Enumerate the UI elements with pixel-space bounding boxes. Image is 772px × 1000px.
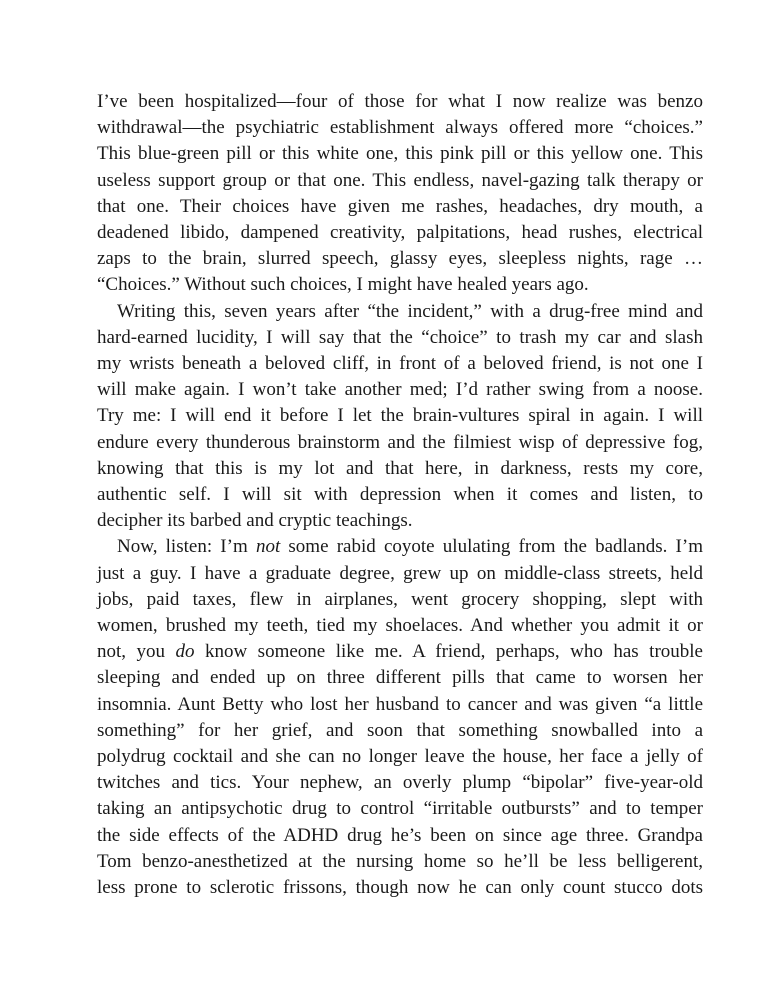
text-line: will make again. I won’t take another med; I’d rather swing from a noose. [97,379,703,401]
text-line: women, brushed my teeth, tied my shoelaces. And whether you admit it or [97,615,703,637]
text-line: I’ve been hospitalized—four of those for what I now realize was benzo [97,91,703,112]
text-line: deadened libido, dampened creativity, palpitations, head rushes, electrical [97,222,703,244]
text-line: polydrug cocktail and she can no longer leave the house, her face a jelly of [97,746,703,768]
text-segment: know someone like me. A friend, perhaps, who has trouble [194,641,703,663]
text-line: just a guy. I have a graduate degree, grew up on middle-class streets, held [97,562,703,584]
paragraph-2 [97,299,703,535]
text-line: that one. Their choices have given me rashes, headaches, dry mouth, a [97,195,703,217]
text-line: “Choices.” Without such choices, I might have healed years ago. [97,274,589,296]
text-line: zaps to the brain, slurred speech, glassy eyes, sleepless nights, rage … [97,248,703,270]
text-segment: some rabid coyote ululating from the badlands. I’m [280,536,703,558]
text-line: authentic self. I will sit with depression when it comes and listen, to [97,484,703,506]
text-line: taking an antipsychotic drug to control “irritable outbursts” and to temper [97,798,703,820]
text-line: less prone to sclerotic frissons, though now he can only count stucco dots [97,877,703,899]
text-line: jobs, paid taxes, flew in airplanes, went grocery shopping, slept with [97,588,703,610]
text-line: useless support group or that one. This endless, navel-gazing talk therapy or [97,169,703,191]
text-line: endure every thunderous brainstorm and the filmiest wisp of depressive fog, [97,431,703,453]
text-line [97,534,703,560]
text-line: my wrists beneath a beloved cliff, in front of a beloved friend, is not one I [97,353,703,375]
text-line: something” for her grief, and soon that something snowballed into a [97,719,703,741]
text-line: twitches and tics. Your nephew, an overly plump “bipolar” five-year-old [97,772,703,794]
text-segment: not, you [97,641,176,663]
text-line: the side effects of the ADHD drug he’s been on since age three. Grandpa [97,824,703,846]
text-line: Try me: I will end it before I let the brain-vultures spiral in again. I will [97,405,703,427]
text-line: Writing this, seven years after “the incident,” with a drug-free mind and [117,300,703,322]
text-line: This blue-green pill or this white one, this pink pill or this yellow one. This [97,143,703,165]
text-line: decipher its barbed and cryptic teachings. [97,510,413,532]
text-line: hard-earned lucidity, I will say that the “choice” to trash my car and slash [97,326,703,348]
text-segment: Now, listen: I’m [117,536,256,558]
emphasis-text: do [175,641,195,663]
text-line: sleeping and ended up on three different pills that came to worsen her [97,667,703,689]
text-line: withdrawal—the psychiatric establishment always offered more “choices.” [97,117,703,139]
emphasis-text: not [255,536,281,558]
document-body [97,89,703,901]
text-line: Tom benzo-anesthetized at the nursing home so he’ll be less belligerent, [97,850,703,872]
paragraph-3 [97,534,703,901]
text-line: knowing that this is my lot and that here, in darkness, rests my core, [97,457,703,479]
paragraph-1 [97,89,703,299]
text-line [97,639,703,665]
text-line: insomnia. Aunt Betty who lost her husband to cancer and was given “a little [97,693,703,715]
